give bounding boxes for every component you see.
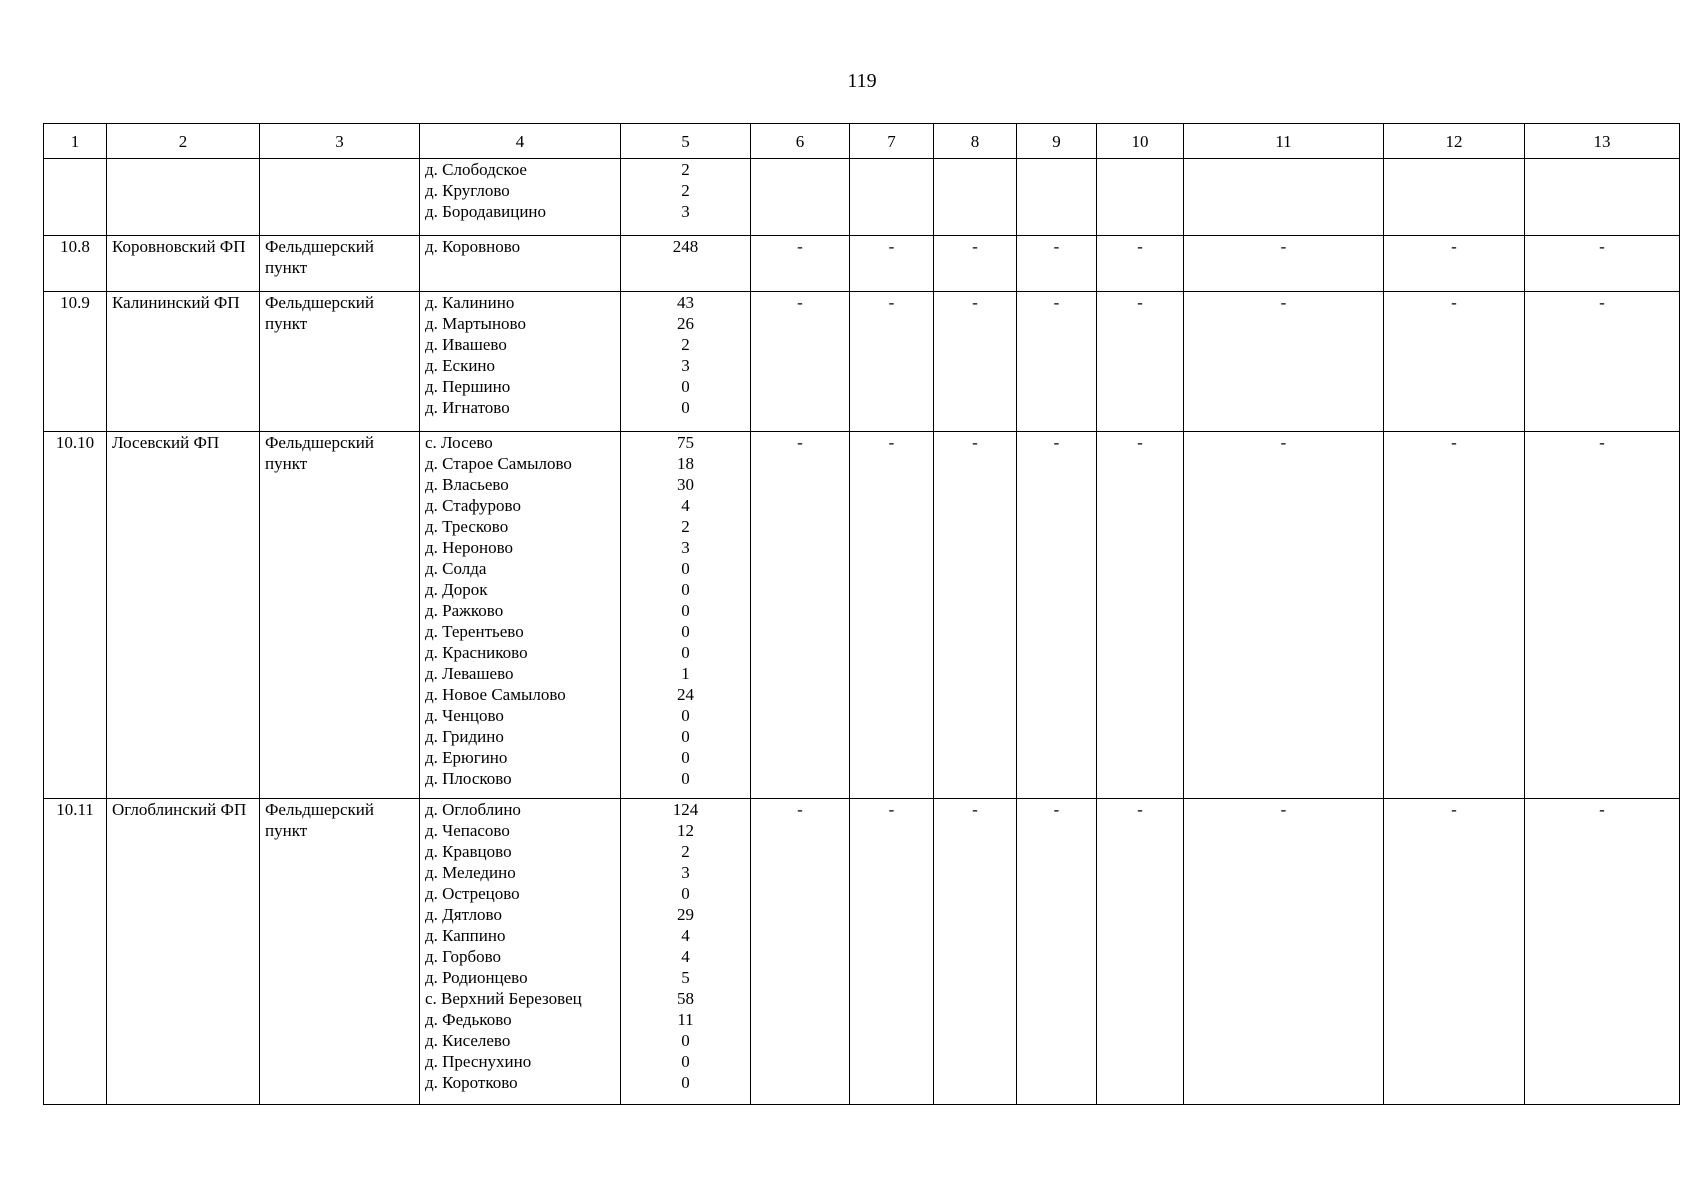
facility-type: Фельдшерский пункт — [260, 432, 420, 799]
settlement-name: д. Острецово — [425, 884, 520, 903]
population-count: 24 — [677, 685, 694, 704]
settlement-name: д. Коровново — [425, 237, 521, 256]
population-count: 2 — [681, 160, 690, 179]
empty-value-cell: - — [1525, 236, 1680, 292]
table-row — [44, 432, 1680, 799]
empty-value-cell: - — [1017, 432, 1097, 799]
settlement-name: д. Преснухино — [425, 1052, 532, 1071]
empty-value-cell: - — [751, 236, 850, 292]
settlement-name: д. Старое Самылово — [425, 454, 572, 473]
population-count: 0 — [681, 884, 690, 903]
population-count: 2 — [681, 181, 690, 200]
empty-value-cell: - — [1184, 236, 1384, 292]
settlement-name: д. Родионцево — [425, 968, 528, 987]
settlement-name: д. Першино — [425, 377, 511, 396]
empty-value-cell — [1184, 159, 1384, 236]
settlement-name: д. Киселево — [425, 1031, 511, 1050]
empty-value-cell: - — [1384, 432, 1525, 799]
col-header: 7 — [850, 124, 934, 159]
settlement-name: д. Мартыново — [425, 314, 526, 333]
population-count: 0 — [681, 748, 690, 767]
settlement-name: д. Круглово — [425, 181, 510, 200]
population-cell — [621, 799, 751, 1105]
population-count: 0 — [681, 398, 690, 417]
population-count: 18 — [677, 454, 694, 473]
empty-value-cell — [1017, 159, 1097, 236]
population-count: 124 — [672, 800, 699, 819]
settlement-name: д. Меледино — [425, 863, 516, 882]
population-count: 3 — [681, 863, 690, 882]
population-count: 0 — [681, 601, 690, 620]
empty-value-cell: - — [1525, 432, 1680, 799]
population-count: 0 — [681, 727, 690, 746]
empty-value-cell: - — [1097, 432, 1184, 799]
population-count: 4 — [681, 947, 690, 966]
settlement-name: д. Левашево — [425, 664, 514, 683]
population-cell — [621, 292, 751, 432]
settlement-name: д. Чепасово — [425, 821, 510, 840]
empty-value-cell: - — [850, 799, 934, 1105]
population-count: 58 — [677, 989, 694, 1008]
facility-type: Фельдшерский пункт — [260, 292, 420, 432]
facility-name: Лосевский ФП — [107, 432, 260, 799]
settlement-name: д. Оглоблино — [425, 800, 521, 819]
population-count: 248 — [672, 237, 699, 256]
settlement-name: д. Власьево — [425, 475, 509, 494]
population-cell — [621, 159, 751, 236]
empty-value-cell — [850, 159, 934, 236]
population-count: 5 — [681, 968, 690, 987]
population-count: 3 — [681, 538, 690, 557]
population-count: 26 — [677, 314, 694, 333]
col-header: 12 — [1384, 124, 1525, 159]
population-count: 2 — [681, 335, 690, 354]
empty-value-cell — [1097, 159, 1184, 236]
settlement-name: д. Каппино — [425, 926, 506, 945]
empty-value-cell: - — [1017, 799, 1097, 1105]
population-count: 0 — [681, 1031, 690, 1050]
facility-name — [107, 159, 260, 236]
table-row — [44, 292, 1680, 432]
population-count: 0 — [681, 643, 690, 662]
settlements-cell — [420, 159, 621, 236]
population-count: 0 — [681, 559, 690, 578]
population-count: 75 — [677, 433, 694, 452]
row-number: 10.9 — [44, 292, 107, 432]
row-number: 10.10 — [44, 432, 107, 799]
settlement-name: д. Плосково — [425, 769, 512, 788]
row-number: 10.8 — [44, 236, 107, 292]
settlement-name: д. Ерюгино — [425, 748, 508, 767]
settlement-name: д. Калинино — [425, 293, 515, 312]
empty-value-cell: - — [1384, 799, 1525, 1105]
population-count: 0 — [681, 769, 690, 788]
facility-name: Калининский ФП — [107, 292, 260, 432]
col-header: 10 — [1097, 124, 1184, 159]
empty-value-cell: - — [1184, 432, 1384, 799]
empty-value-cell: - — [1525, 292, 1680, 432]
settlement-name: с. Верхний Березовец — [425, 989, 582, 1008]
population-cell — [621, 236, 751, 292]
empty-value-cell: - — [850, 292, 934, 432]
settlement-name: д. Ивашево — [425, 335, 507, 354]
population-count: 3 — [681, 356, 690, 375]
settlement-name: д. Терентьево — [425, 622, 524, 641]
empty-value-cell: - — [934, 292, 1017, 432]
empty-value-cell: - — [1097, 799, 1184, 1105]
col-header: 9 — [1017, 124, 1097, 159]
population-count: 3 — [681, 202, 690, 221]
row-number — [44, 159, 107, 236]
empty-value-cell: - — [1017, 236, 1097, 292]
empty-value-cell: - — [934, 236, 1017, 292]
population-count: 11 — [677, 1010, 694, 1029]
facility-type: Фельдшерский пункт — [260, 799, 420, 1105]
population-count: 0 — [681, 622, 690, 641]
col-header: 3 — [260, 124, 420, 159]
facility-name: Коровновский ФП — [107, 236, 260, 292]
col-header: 4 — [420, 124, 621, 159]
facility-type: Фельдшерский пункт — [260, 236, 420, 292]
population-count: 2 — [681, 517, 690, 536]
empty-value-cell: - — [1097, 236, 1184, 292]
col-header: 1 — [44, 124, 107, 159]
facility-type — [260, 159, 420, 236]
settlement-name: д. Коротково — [425, 1073, 518, 1092]
empty-value-cell — [934, 159, 1017, 236]
empty-value-cell: - — [934, 432, 1017, 799]
col-header: 2 — [107, 124, 260, 159]
empty-value-cell: - — [1384, 236, 1525, 292]
settlement-name: с. Лосево — [425, 433, 493, 452]
settlement-name: д. Федьково — [425, 1010, 512, 1029]
settlement-name: д. Нероново — [425, 538, 513, 557]
table-row — [44, 236, 1680, 292]
col-header: 11 — [1184, 124, 1384, 159]
settlement-name: д. Дятлово — [425, 905, 502, 924]
empty-value-cell: - — [850, 432, 934, 799]
settlement-name: д. Красниково — [425, 643, 528, 662]
population-count: 4 — [681, 496, 690, 515]
facility-name: Оглоблинский ФП — [107, 799, 260, 1105]
settlement-name: д. Новое Самылово — [425, 685, 566, 704]
empty-value-cell: - — [751, 292, 850, 432]
col-header: 13 — [1525, 124, 1680, 159]
empty-value-cell: - — [751, 432, 850, 799]
settlement-name: д. Кравцово — [425, 842, 512, 861]
table-row — [44, 159, 1680, 236]
population-count: 4 — [681, 926, 690, 945]
row-number: 10.11 — [44, 799, 107, 1105]
settlement-name: д. Дорок — [425, 580, 488, 599]
empty-value-cell: - — [934, 799, 1017, 1105]
column-number-row — [44, 124, 1680, 159]
population-count: 1 — [681, 664, 690, 683]
settlement-name: д. Ченцово — [425, 706, 504, 725]
settlement-name: д. Гридино — [425, 727, 504, 746]
settlement-name: д. Бородавицино — [425, 202, 547, 221]
col-header: 6 — [751, 124, 850, 159]
empty-value-cell: - — [751, 799, 850, 1105]
population-count: 2 — [681, 842, 690, 861]
settlements-cell — [420, 292, 621, 432]
population-cell — [621, 432, 751, 799]
empty-value-cell: - — [1184, 799, 1384, 1105]
settlements-cell — [420, 236, 621, 292]
population-count: 0 — [681, 377, 690, 396]
empty-value-cell: - — [1097, 292, 1184, 432]
col-header: 5 — [621, 124, 751, 159]
empty-value-cell: - — [1384, 292, 1525, 432]
empty-value-cell — [1384, 159, 1525, 236]
facilities-table — [43, 123, 1680, 1105]
population-count: 0 — [681, 706, 690, 725]
settlements-cell — [420, 799, 621, 1105]
settlement-name: д. Горбово — [425, 947, 502, 966]
settlement-name: д. Игнатово — [425, 398, 510, 417]
settlement-name: д. Ескино — [425, 356, 496, 375]
empty-value-cell: - — [1017, 292, 1097, 432]
settlement-name: д. Ражково — [425, 601, 504, 620]
population-count: 0 — [681, 580, 690, 599]
settlement-name: д. Тресково — [425, 517, 509, 536]
settlements-cell — [420, 432, 621, 799]
page-number: 119 — [847, 70, 877, 92]
population-count: 29 — [677, 905, 694, 924]
col-header: 8 — [934, 124, 1017, 159]
settlement-name: д. Солда — [425, 559, 487, 578]
population-count: 0 — [681, 1073, 690, 1092]
empty-value-cell: - — [1184, 292, 1384, 432]
population-count: 0 — [681, 1052, 690, 1071]
empty-value-cell: - — [850, 236, 934, 292]
settlement-name: д. Стафурово — [425, 496, 521, 515]
table-row — [44, 799, 1680, 1105]
settlement-name: д. Слободское — [425, 160, 527, 179]
population-count: 12 — [677, 821, 694, 840]
empty-value-cell: - — [1525, 799, 1680, 1105]
population-count: 30 — [677, 475, 694, 494]
empty-value-cell — [1525, 159, 1680, 236]
population-count: 43 — [677, 293, 694, 312]
empty-value-cell — [751, 159, 850, 236]
